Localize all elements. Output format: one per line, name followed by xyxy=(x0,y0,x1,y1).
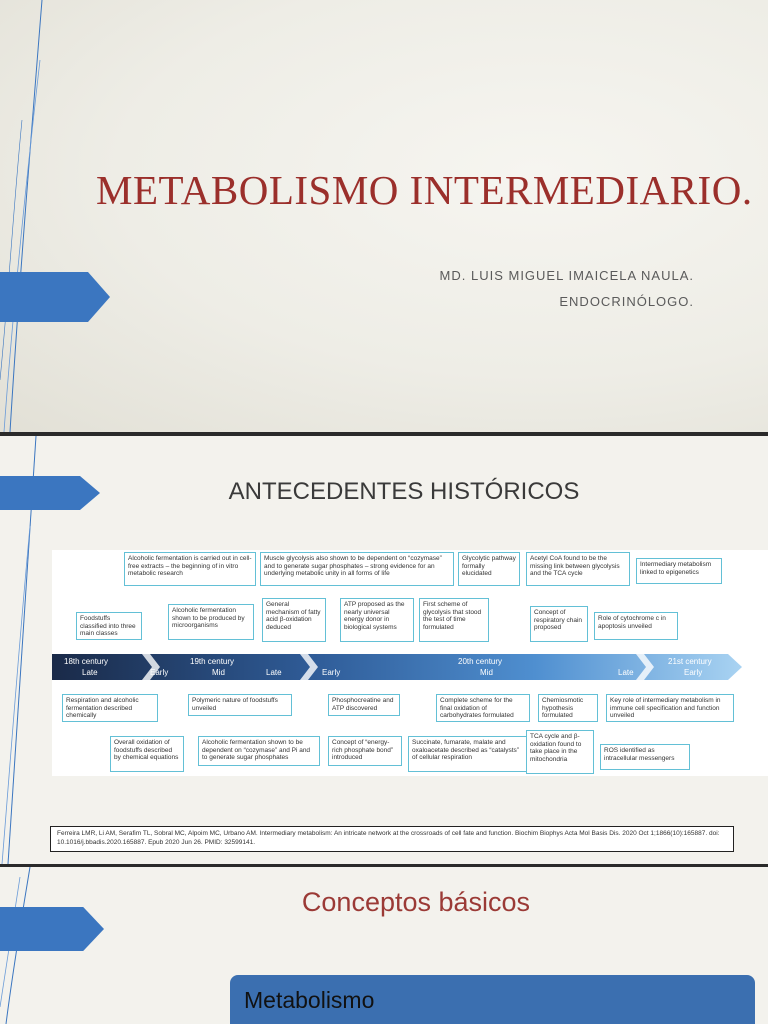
timeline-event: Overall oxidation of foodstuffs described by chemical equations xyxy=(110,736,184,772)
bar-label-late: Late xyxy=(266,668,282,677)
bar-label-mid: Mid xyxy=(212,668,225,677)
timeline-event: Foodstuffs classified into three main classes xyxy=(76,612,142,640)
bar-label-early: Early xyxy=(684,668,703,677)
timeline-event: Concept of respiratory chain proposed xyxy=(530,606,588,642)
timeline-event: General mechanism of fatty acid β-oxidation deduced xyxy=(262,598,326,642)
concepts-slide xyxy=(0,867,768,1024)
bar-label-20th-century: 20th century xyxy=(458,657,503,666)
history-timeline xyxy=(52,550,768,776)
timeline-event: Phosphocreatine and ATP discovered xyxy=(328,694,400,716)
bar-label-18th-century: 18th century xyxy=(64,657,109,666)
timeline-bar xyxy=(52,652,768,682)
timeline-event: First scheme of glycolysis that stood the test of time formulated xyxy=(419,598,489,642)
history-slide xyxy=(0,436,768,864)
section-title: Conceptos básicos xyxy=(301,887,531,917)
bar-label-mid: Mid xyxy=(480,668,493,677)
timeline-event: Key role of intermediary metabolism in immune cell specification and function unveiled xyxy=(606,694,734,722)
decorative-lines xyxy=(0,0,60,432)
bar-label-early: Early xyxy=(322,668,341,677)
timeline-event: Acetyl CoA found to be the missing link between glycolysis and the TCA cycle xyxy=(526,552,630,586)
timeline-event: Role of cytochrome c in apoptosis unveiled xyxy=(594,612,678,640)
timeline-event: Glycolytic pathway formally elucidated xyxy=(458,552,520,586)
presentation-title: METABOLISMO INTERMEDIARIO. xyxy=(96,167,753,213)
concept-panel xyxy=(230,975,755,1024)
accent-arrow xyxy=(0,272,110,322)
timeline-event: Alcoholic fermentation shown to be dependent on “cozymase” and Pi and to generate sugar phosphates xyxy=(198,736,320,766)
section-title: ANTECEDENTES HISTÓRICOS xyxy=(228,478,580,505)
title-slide xyxy=(0,0,768,432)
bar-label-late: Late xyxy=(618,668,634,677)
timeline-event: Chemiosmotic hypothesis formulated xyxy=(538,694,598,722)
bar-label-late: Late xyxy=(82,668,98,677)
timeline-event: Respiration and alcoholic fermentation described chemically xyxy=(62,694,158,722)
timeline-event: Intermediary metabolism linked to epigenetics xyxy=(636,558,722,584)
timeline-event: TCA cycle and β-oxidation found to take place in the mitochondria xyxy=(526,730,594,774)
timeline-event: Polymeric nature of foodstuffs unveiled xyxy=(188,694,292,716)
timeline-event: Muscle glycolysis also shown to be dependent on “cozymase” and to generate sugar phosphates – strong evidence for an underlying metabolic unity in all forms of life xyxy=(260,552,454,586)
author-specialty: ENDOCRINÓLOGO. xyxy=(559,294,694,309)
panel-label: Metabolismo xyxy=(244,987,375,1013)
reference-citation: Ferreira LMR, Li AM, Serafim TL, Sobral MC, Alpoim MC, Urbano AM. Intermediary metabolism: An intricate network at the crossroads of cell fate and function. Biochim Biophys Acta Mol Basis Dis. 2020 Oct 1;1866(10):165887. doi: 10.1016/j.bbadis.2020.165887. Epub 2020 Jun 26. PMID: 32599141. xyxy=(50,826,734,852)
timeline-event: Alcoholic fermentation is carried out in cell-free extracts – the beginning of in vitro metabolic research xyxy=(124,552,256,586)
bar-label-early: Early xyxy=(150,668,169,677)
bar-label-21st-century: 21st century xyxy=(668,657,712,666)
timeline-event: Succinate, fumarate, malate and oxaloacetate described as “catalysts” of cellular respiration xyxy=(408,736,528,772)
timeline-event: Complete scheme for the final oxidation of carbohydrates formulated xyxy=(436,694,530,722)
author-name: MD. LUIS MIGUEL IMAICELA NAULA. xyxy=(439,268,694,283)
timeline-event: ATP proposed as the nearly universal energy donor in biological systems xyxy=(340,598,414,642)
timeline-event: Concept of “energy-rich phosphate bond” introduced xyxy=(328,736,402,766)
bar-label-19th-century: 19th century xyxy=(190,657,235,666)
timeline-event: Alcoholic fermentation shown to be produced by microorganisms xyxy=(168,604,254,640)
timeline-event: ROS identified as intracellular messengers xyxy=(600,744,690,770)
